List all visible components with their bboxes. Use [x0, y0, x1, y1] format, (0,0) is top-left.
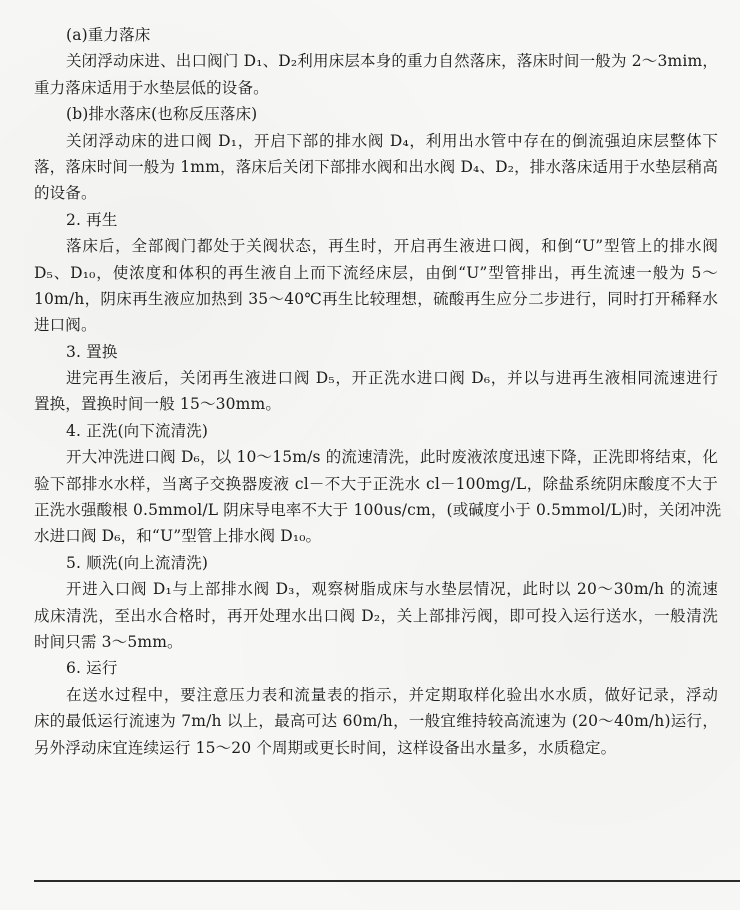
- text-line: 水进口阀 D₆，和“U”型管上排水阀 D₁₀。: [34, 527, 322, 546]
- text-line: (b)排水落床(也称反压落床): [66, 105, 258, 124]
- text-line: 开大冲洗进口阀 D₆，以 10～15m/s 的流速清洗，此时废液浓度迅速下降，正洗即将结束，化: [66, 448, 718, 467]
- text-line: 关闭浮动床的进口阀 D₁，开启下部的排水阀 D₄，利用出水管中存在的倒流强迫床层整体下: [66, 131, 718, 150]
- bottom-rule: [34, 880, 740, 882]
- text-line: 4. 正洗(向下流清洗): [66, 421, 209, 440]
- text-line: 在送水过程中，要注意压力表和流量表的指示，并定期取样化验出水水质，做好记录，浮动: [66, 685, 718, 704]
- text-line: 时间只需 3～5mm。: [34, 632, 183, 651]
- text-line: 另外浮动床宜连续运行 15～20 个周期或更长时间，这样设备出水量多，水质稳定。: [34, 738, 617, 757]
- text-line: 6. 运行: [66, 659, 118, 678]
- text-line: 3. 置换: [66, 342, 118, 361]
- text-line: (a)重力落床: [66, 26, 151, 44]
- text-line: 置换，置换时间一般 15～30mm。: [34, 395, 281, 414]
- text-line: 重力落床适用于水垫层低的设备。: [34, 78, 269, 97]
- text-line: 验下部排水水样，当离子交换器废液 cl－不大于正洗水 cl－100mg/L，除盐系统阴床酸度不大于: [34, 474, 718, 493]
- text-line: 进口阀。: [34, 316, 97, 335]
- text-line: 正洗水强酸根 0.5mmol/L 阴床导电率不大于 100us/cm，(或碱度小于 0.5mmol/L)时，关闭冲洗: [34, 501, 722, 520]
- text-line: 床的最低运行流速为 7m/h 以上，最高可达 60m/h，一般宜维持较高流速为 (20～40m/h)运行，: [34, 712, 718, 731]
- text-line: D₅、D₁₀，使浓度和体积的再生液自上而下流经床层，由倒“U”型管排出，再生流速一般为 5～: [34, 263, 718, 282]
- text-line: 关闭浮动床进、出口阀门 D₁、D₂利用床层本身的重力自然落床，落床时间一般为 2～3mim，: [66, 52, 718, 71]
- text-line: 成床清洗，至出水合格时，再开处理水出口阀 D₂，关上部排污阀，即可投入运行送水，一般清洗: [34, 606, 718, 625]
- text-line: 10m/h，阴床再生液应加热到 35～40℃再生比较理想，硫酸再生应分二步进行，同时打开稀释水: [34, 289, 718, 308]
- text-line: 落床后，全部阀门都处于关阀状态，再生时，开启再生液进口阀，和倒“U”型管上的排水阀: [66, 237, 718, 256]
- text-line: 5. 顺洗(向上流清洗): [66, 553, 209, 572]
- text-line: 开进入口阀 D₁与上部排水阀 D₃，观察树脂成床与水垫层情况，此时以 20～30m/h 的流速: [66, 580, 718, 599]
- text-line: 进完再生液后，关闭再生液进口阀 D₅，开正洗水进口阀 D₆，并以与进再生液相同流速进行: [66, 369, 718, 388]
- text-line: 的设备。: [34, 184, 97, 203]
- text-line: 2. 再生: [66, 210, 118, 229]
- document-body: [34, 22, 722, 761]
- text-line: 落，落床时间一般为 1mm，落床后关闭下部排水阀和出水阀 D₄、D₂，排水落床适用于水垫层稍高: [34, 157, 718, 176]
